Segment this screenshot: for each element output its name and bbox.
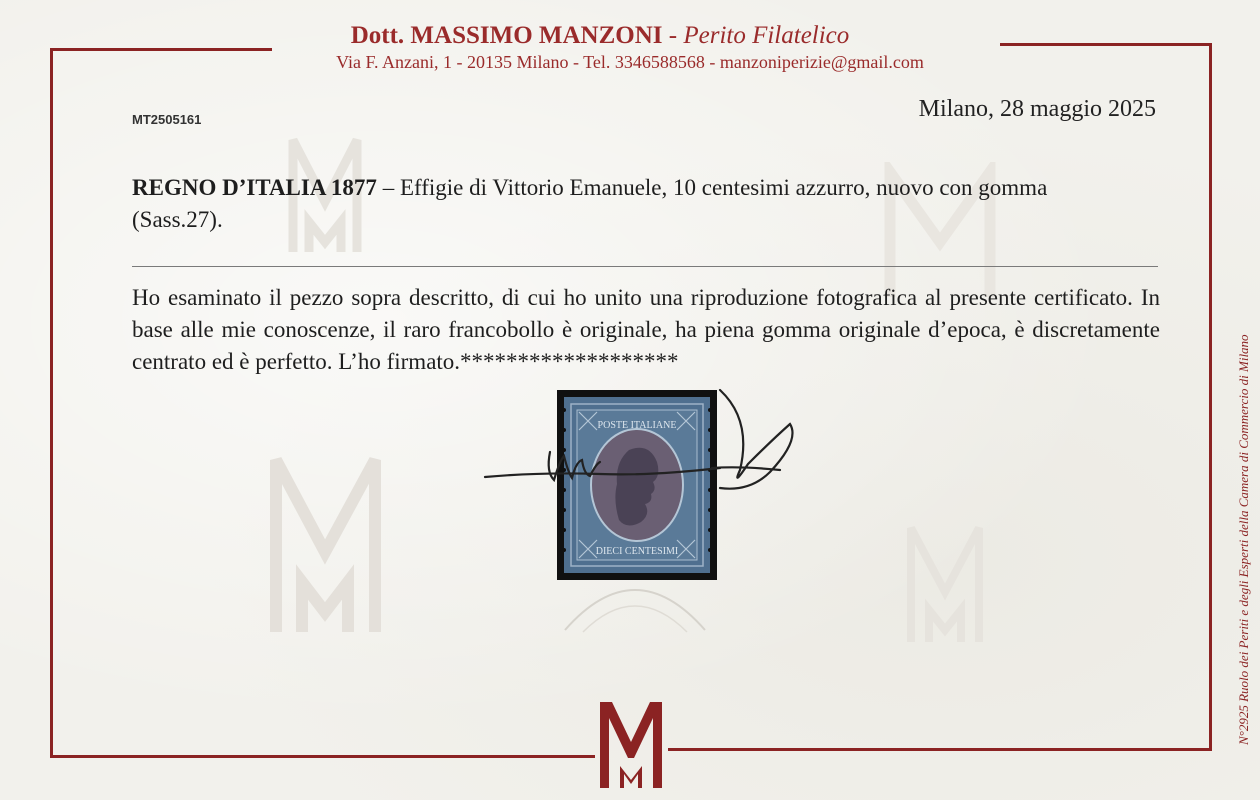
- stamp-top-text: POSTE ITALIANE: [597, 420, 677, 431]
- frame-left: [50, 48, 53, 758]
- expert-name-heading: [250, 22, 950, 50]
- expert-title: Perito Filatelico: [683, 22, 850, 49]
- divider-line: [132, 266, 1158, 267]
- registration-note: N°2925 Ruolo dei Periti e degli Esperti della Camera di Commercio di Milano: [1236, 334, 1251, 745]
- item-description: [132, 172, 1132, 236]
- item-details: – Effigie di Vittorio Emanuele, 10 centesimi azzurro, nuovo con gomma (Sass.27).: [132, 175, 1048, 232]
- frame-bottom-right: [668, 748, 1212, 751]
- logo-monogram: [598, 700, 664, 790]
- watermark-monogram-center-left: [268, 452, 383, 637]
- frame-top-right: [1000, 43, 1212, 46]
- header-separator: -: [662, 22, 684, 49]
- frame-right: [1209, 43, 1212, 750]
- expert-name: Dott. MASSIMO MANZONI: [350, 22, 663, 49]
- frame-bottom-left: [50, 755, 595, 758]
- place-and-date: Milano, 28 maggio 2025: [918, 96, 1156, 122]
- stamp-bottom-text: DIECI CENTESIMI: [595, 546, 679, 557]
- expert-address: Via F. Anzani, 1 - 20135 Milano - Tel. 3346588568 - manzoniperizie@gmail.com: [336, 52, 924, 72]
- frame-top-left: [50, 48, 272, 51]
- watermark-monogram-bottom-right: [905, 522, 985, 647]
- expert-opinion: Ho esaminato il pezzo sopra descritto, di cui ho unito una riproduzione fotografica al presente certificato. In base alle mie conoscenze, il raro francobollo è originale, ha piena gomma originale d’epoca, è discretamente centrato ed è perfetto. L’ho firmato.*******************: [132, 285, 1160, 374]
- item-title: REGNO D’ITALIA 1877: [132, 175, 377, 200]
- certificate-number: MT2505161: [132, 112, 202, 127]
- expert-signature: [480, 380, 810, 510]
- blind-emboss-seal: [555, 560, 715, 640]
